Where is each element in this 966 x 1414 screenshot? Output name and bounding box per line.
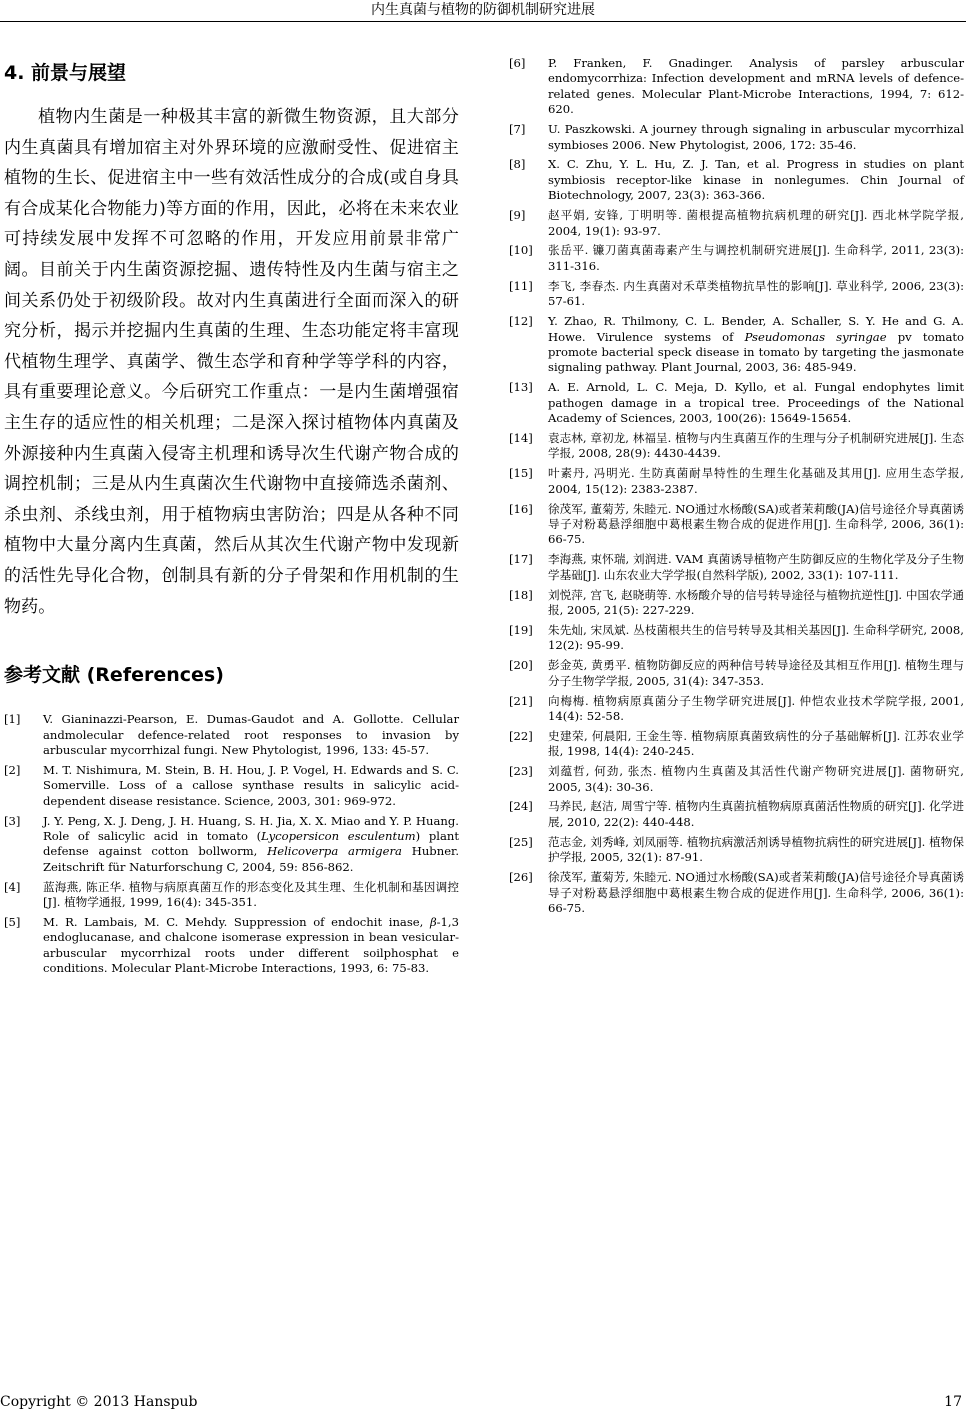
reference-item — [509, 243, 964, 274]
reference-text: 赵平娟, 安锋, 丁明明等. 菌根提高植物抗病机理的研究[J]. 西北林学院学报, 2004, 19(1): 93-97. — [548, 208, 964, 238]
reference-number: [2] — [4, 762, 21, 777]
reference-text: 叶素丹, 冯明光. 生防真菌耐旱特性的生理生化基础及其用[J]. 应用生态学报, 2004, 15(12): 2383-2387. — [548, 466, 964, 496]
reference-number: [4] — [4, 879, 21, 894]
reference-text: A. E. Arnold, L. C. Meja, D. Kyllo, et al. Fungal endophytes limit pathogen damage in a tropical tree. Proceedings of the National Academy of Sciences, 2003, 100(26): 15649-15654. — [548, 380, 964, 426]
reference-list-left — [4, 712, 459, 977]
reference-number: [25] — [509, 834, 533, 849]
reference-number: [15] — [509, 466, 533, 481]
reference-text: 向梅梅. 植物病原真菌分子生物学研究进展[J]. 仲恺农业技术学院学报, 2001, 14(4): 52-58. — [548, 693, 964, 723]
reference-item — [509, 279, 964, 310]
reference-number: [1] — [4, 712, 21, 727]
reference-item — [4, 814, 459, 876]
reference-text: 徐茂军, 董菊芳, 朱睦元. NO通过水杨酸(SA)或者茉莉酸(JA)信号途径介导真菌诱导子对粉葛悬浮细胞中葛根素生物合成的促进作用[J]. 生命科学, 2006, 36(1): 66-75. — [548, 501, 964, 547]
reference-text: pv tomato promote bacterial speck disease in tomato by targeting the jasmonate signaling pathway. Plant Journal, 2003, 36: 485-949. — [548, 329, 964, 375]
reference-number: [9] — [509, 208, 526, 223]
references-title: 参考文献 (References) — [4, 664, 224, 687]
reference-list-right — [509, 56, 964, 916]
reference-item — [509, 208, 964, 239]
running-header: 内生真菌与植物的防御机制研究进展 — [371, 2, 595, 18]
reference-item — [509, 56, 964, 118]
reference-number: [11] — [509, 278, 533, 293]
reference-italic: Lycopersicon esculentum — [261, 828, 416, 843]
reference-text: 李海燕, 束怀瑞, 刘润进. VAM 真菌诱导植物产生防御反应的生物化学及分子生物学基础[J]. 山东农业大学学报(自然科学版), 2002, 33(1): 107-111. — [548, 552, 964, 582]
reference-item — [509, 380, 964, 426]
reference-number: [17] — [509, 552, 533, 567]
reference-number: [5] — [4, 914, 21, 929]
reference-italic: β — [429, 914, 437, 929]
reference-item — [509, 835, 964, 866]
reference-number: [7] — [509, 122, 526, 137]
reference-text: -1,3 endoglucanase, and chalcone isomerase expression in bean vesicular-arbuscular mycorrhizal roots under different soilphosphat e conditions. Molecular Plant-Microbe Interactions, 1993, 6: 75-83. — [43, 914, 459, 976]
reference-text: Y. Zhao, R. Thilmony, C. L. Bender, A. Schaller, S. Y. He and G. A. Howe. Virulence systems of — [548, 314, 964, 344]
reference-text: 徐茂军, 董菊芳, 朱睦元. NO通过水杨酸(SA)或者茉莉酸(JA)信号途径介导真菌诱导子对粉葛悬浮细胞中葛根素生物合成的促进作用[J]. 生命科学, 2006, 36(1): 66-75. — [548, 870, 964, 915]
reference-text: J. Y. Peng, X. J. Deng, J. H. Huang, S. H. Jia, X. X. Miao and Y. P. Huang. Role of salicylic acid in tomato ( — [43, 813, 459, 843]
reference-text: X. C. Zhu, Y. L. Hu, Z. J. Tan, et al. Progress in studies on plant symbiosis receptor-like kinase in nonlegumes. Chin Journal of Biotechnology, 2007, 23(3): 363-366. — [548, 157, 964, 203]
reference-number: [3] — [4, 813, 21, 828]
section-paragraph: 植物内生菌是一种极其丰富的新微生物资源，且大部分内生真菌具有增加宿主对外界环境的应激耐受性、促进宿主植物的生长、促进宿主中一些有效活性成分的合成(或自身具有合成某化合物能力)等方面的作用，因此，必将在未来农业可持续发展中发挥不可忽略的作用，开发应用前景非常广阔。目前关于内生菌资源挖掘、遗传特性及内生菌与宿主之间关系仍处于初级阶段。故对内生真菌进行全面而深入的研究分析，揭示并挖掘内生真菌的生理、生态功能定将丰富现代植物生理学、真菌学、微生态学和育种学等学科的内容，具有重要理论意义。今后研究工作重点：一是内生菌增强宿主生存的适应性的相关机理；二是深入探讨植物体内真菌及外源接种内生真菌入侵寄主机理和诱导次生代谢产物合成的调控机制；三是从内生真菌次生代谢物中直接筛选杀菌剂、杀虫剂、杀线虫剂，用于植物病虫害防治；四是从各种不同植物中大量分离内生真菌，然后从其次生代谢产物中发现新的活性先导化合物，创制具有新的分子骨架和作用机制的生物药。 — [4, 107, 459, 617]
reference-text: Hubner. Zeitschrift für Naturforschung C, 2004, 59: 856-862. — [43, 844, 460, 874]
reference-number: [16] — [509, 501, 533, 516]
reference-text: 彭金英, 黄勇平. 植物防御反应的两种信号转导途径及其相互作用[J]. 植物生理与分子生物学学报, 2005, 31(4): 347-353. — [548, 658, 964, 688]
reference-number: [6] — [509, 56, 526, 70]
reference-number: [18] — [509, 587, 533, 602]
reference-text: U. Paszkowski. A journey through signaling in arbuscular mycorrhizal symbioses 2006. New Phytologist, 2006, 172: 35-46. — [548, 122, 964, 152]
reference-text: M. R. Lambais, M. C. Mehdy. Suppression of endochit inase, — [43, 914, 430, 929]
reference-text: P. Franken, F. Gnadinger. Analysis of parsley arbuscular endomycorrhiza: Infection development and mRNA levels of defence-related genes. Molecular Plant-Microbe Interactions, 1994, 7: 612-620. — [548, 56, 964, 117]
reference-number: [19] — [509, 622, 533, 637]
reference-number: [24] — [509, 799, 533, 814]
reference-text: ) plant defense against cotton bollworm, — [43, 828, 459, 859]
reference-number: [21] — [509, 693, 533, 708]
reference-italic: Pseudomonas syringae — [744, 329, 887, 344]
reference-item — [509, 729, 964, 760]
reference-number: [13] — [509, 380, 533, 395]
reference-text: 蓝海燕, 陈正华. 植物与病原真菌互作的形态变化及其生理、生化机制和基因调控[J]. 植物学通报, 1999, 16(4): 345-351. — [43, 879, 459, 910]
reference-number: [22] — [509, 728, 533, 743]
reference-item — [509, 694, 964, 725]
reference-italic: Helicoverpa armigera — [267, 844, 402, 859]
reference-number: [23] — [509, 764, 533, 779]
right-column — [509, 56, 964, 921]
left-column — [4, 58, 459, 981]
reference-item — [509, 466, 964, 497]
footer-copyright: Copyright © 2013 Hanspub — [0, 1394, 198, 1410]
reference-text: M. T. Nishimura, M. Stein, B. H. Hou, J. P. Vogel, H. Edwards and S. C. Somerville. Loss of a callose synthase results in salicylic acid-dependent disease resistance. Science, 2003, 301: 969-972. — [43, 762, 459, 808]
reference-number: [26] — [509, 870, 533, 885]
reference-text: 李飞, 李春杰. 内生真菌对禾草类植物抗旱性的影响[J]. 草业科学, 2006, 23(3): 57-61. — [548, 278, 964, 309]
reference-text: 史建荣, 何晨阳, 王金生等. 植物病原真菌致病性的分子基础解析[J]. 江苏农业学报, 1998, 14(4): 240-245. — [548, 728, 964, 759]
reference-item — [509, 588, 964, 619]
reference-item — [4, 880, 459, 911]
header-rule — [0, 21, 966, 22]
reference-item — [509, 431, 964, 462]
footer-page-number: 17 — [944, 1394, 962, 1410]
reference-number: [20] — [509, 658, 533, 673]
reference-item — [509, 122, 964, 153]
reference-item — [509, 799, 964, 830]
reference-item — [509, 870, 964, 916]
reference-text: 朱先灿, 宋凤斌. 丛枝菌根共生的信号转导及其相关基因[J]. 生命科学研究, 2008, 12(2): 95-99. — [548, 622, 964, 653]
reference-item — [4, 915, 459, 977]
reference-text: V. Gianinazzi-Pearson, E. Dumas-Gaudot and A. Gollotte. Cellular andmolecular defence-related root responses to invasion by arbuscular mycorrhizal fungi. New Phytologist, 1996, 133: 45-57. — [43, 712, 459, 757]
reference-text: 刘蕴哲, 何劲, 张杰. 植物内生真菌及其活性代谢产物研究进展[J]. 菌物研究, 2005, 3(4): 30-36. — [548, 764, 964, 794]
reference-number: [12] — [509, 314, 533, 329]
reference-number: [14] — [509, 430, 533, 445]
reference-item — [4, 712, 459, 758]
reference-text: 张岳平. 镰刀菌真菌毒素产生与调控机制研究进展[J]. 生命科学, 2011, 23(3): 311-316. — [548, 243, 964, 273]
reference-item — [509, 502, 964, 548]
reference-number: [8] — [509, 157, 526, 172]
reference-item — [509, 157, 964, 203]
section-title: 4. 前景与展望 — [4, 62, 127, 84]
reference-text: 马养民, 赵洁, 周雪宁等. 植物内生真菌抗植物病原真菌活性物质的研究[J]. 化学进展, 2010, 22(2): 440-448. — [548, 799, 964, 829]
reference-number: [10] — [509, 243, 533, 258]
reference-item — [509, 658, 964, 689]
reference-text: 刘悦萍, 宫飞, 赵晓萌等. 水杨酸介导的信号转导途径与植物抗逆性[J]. 中国农学通报, 2005, 21(5): 227-229. — [548, 587, 964, 617]
reference-item — [509, 764, 964, 795]
reference-item — [4, 763, 459, 809]
reference-text: 范志金, 刘秀峰, 刘凤丽等. 植物抗病激活剂诱导植物抗病性的研究进展[J]. 植物保护学报, 2005, 32(1): 87-91. — [548, 834, 964, 865]
reference-item — [509, 552, 964, 583]
reference-item — [509, 623, 964, 654]
reference-text: 袁志林, 章初龙, 林福呈. 植物与内生真菌互作的生理与分子机制研究进展[J]. 生态学报, 2008, 28(9): 4430-4439. — [548, 430, 964, 461]
reference-item — [509, 314, 964, 376]
